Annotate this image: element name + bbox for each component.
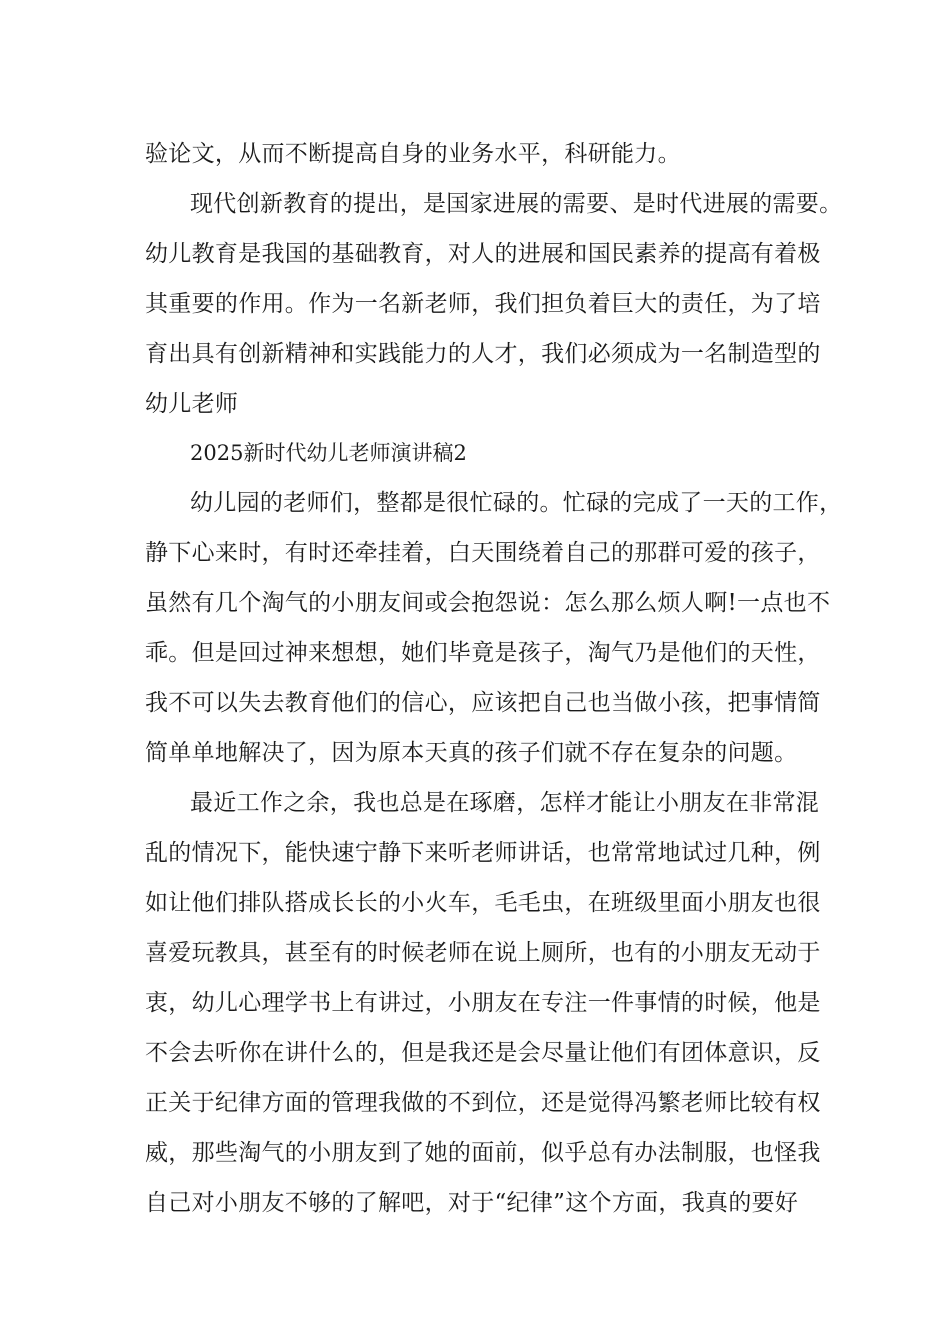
- text-line: 不会去听你在讲什么的，但是我还是会尽量让他们有团体意识，反: [145, 1040, 821, 1066]
- text-line: 静下心来时，有时还牵挂着，白天围绕着自己的那群可爱的孩子，: [145, 540, 821, 566]
- text-line: 其重要的作用。作为一名新老师，我们担负着巨大的责任，为了培: [145, 291, 821, 317]
- paragraph-first-line: 最近工作之余，我也总是在琢磨，怎样才能让小朋友在非常混: [190, 790, 820, 816]
- text-line: 乱的情况下，能快速宁静下来听老师讲话，也常常地试过几种，例: [145, 840, 821, 866]
- text-line: 幼儿教育是我国的基础教育，对人的进展和国民素养的提高有着极: [145, 241, 821, 267]
- text-line: 简单单地解决了，因为原本天真的孩子们就不存在复杂的问题。: [145, 740, 798, 766]
- text-line: 自己对小朋友不够的了解吧，对于“纪律”这个方面，我真的要好: [145, 1190, 799, 1216]
- text-line: 虽然有几个淘气的小朋友间或会抱怨说：怎么那么烦人啊!一点也不: [145, 590, 831, 616]
- text-line: 幼儿老师: [145, 391, 239, 417]
- text-line: 正关于纪律方面的管理我做的不到位，还是觉得冯繁老师比较有权: [145, 1090, 821, 1116]
- text-line: 喜爱玩教具，甚至有的时候老师在说上厕所，也有的小朋友无动于: [145, 940, 821, 966]
- text-line: 乖。但是回过神来想想，她们毕竟是孩子，淘气乃是他们的天性，: [145, 640, 821, 666]
- text-line: 育出具有创新精神和实践能力的人才，我们必须成为一名制造型的: [145, 341, 821, 367]
- text-line: 衷，幼儿心理学书上有讲过，小朋友在专注一件事情的时候，他是: [145, 990, 821, 1016]
- text-line: 威，那些淘气的小朋友到了她的面前，似乎总有办法制服，也怪我: [145, 1140, 821, 1166]
- text-line: 验论文，从而不断提高自身的业务水平，科研能力。: [145, 141, 681, 167]
- paragraph-first-line: 幼儿园的老师们，整都是很忙碌的。忙碌的完成了一天的工作，: [190, 490, 843, 516]
- section-heading: 2025新时代幼儿老师演讲稿2: [190, 441, 467, 465]
- paragraph-first-line: 现代创新教育的提出，是国家进展的需要、是时代进展的需要。: [190, 191, 843, 217]
- text-line: 如让他们排队搭成长长的小火车，毛毛虫，在班级里面小朋友也很: [145, 890, 821, 916]
- text-line: 我不可以失去教育他们的信心，应该把自己也当做小孩，把事情简: [145, 690, 821, 716]
